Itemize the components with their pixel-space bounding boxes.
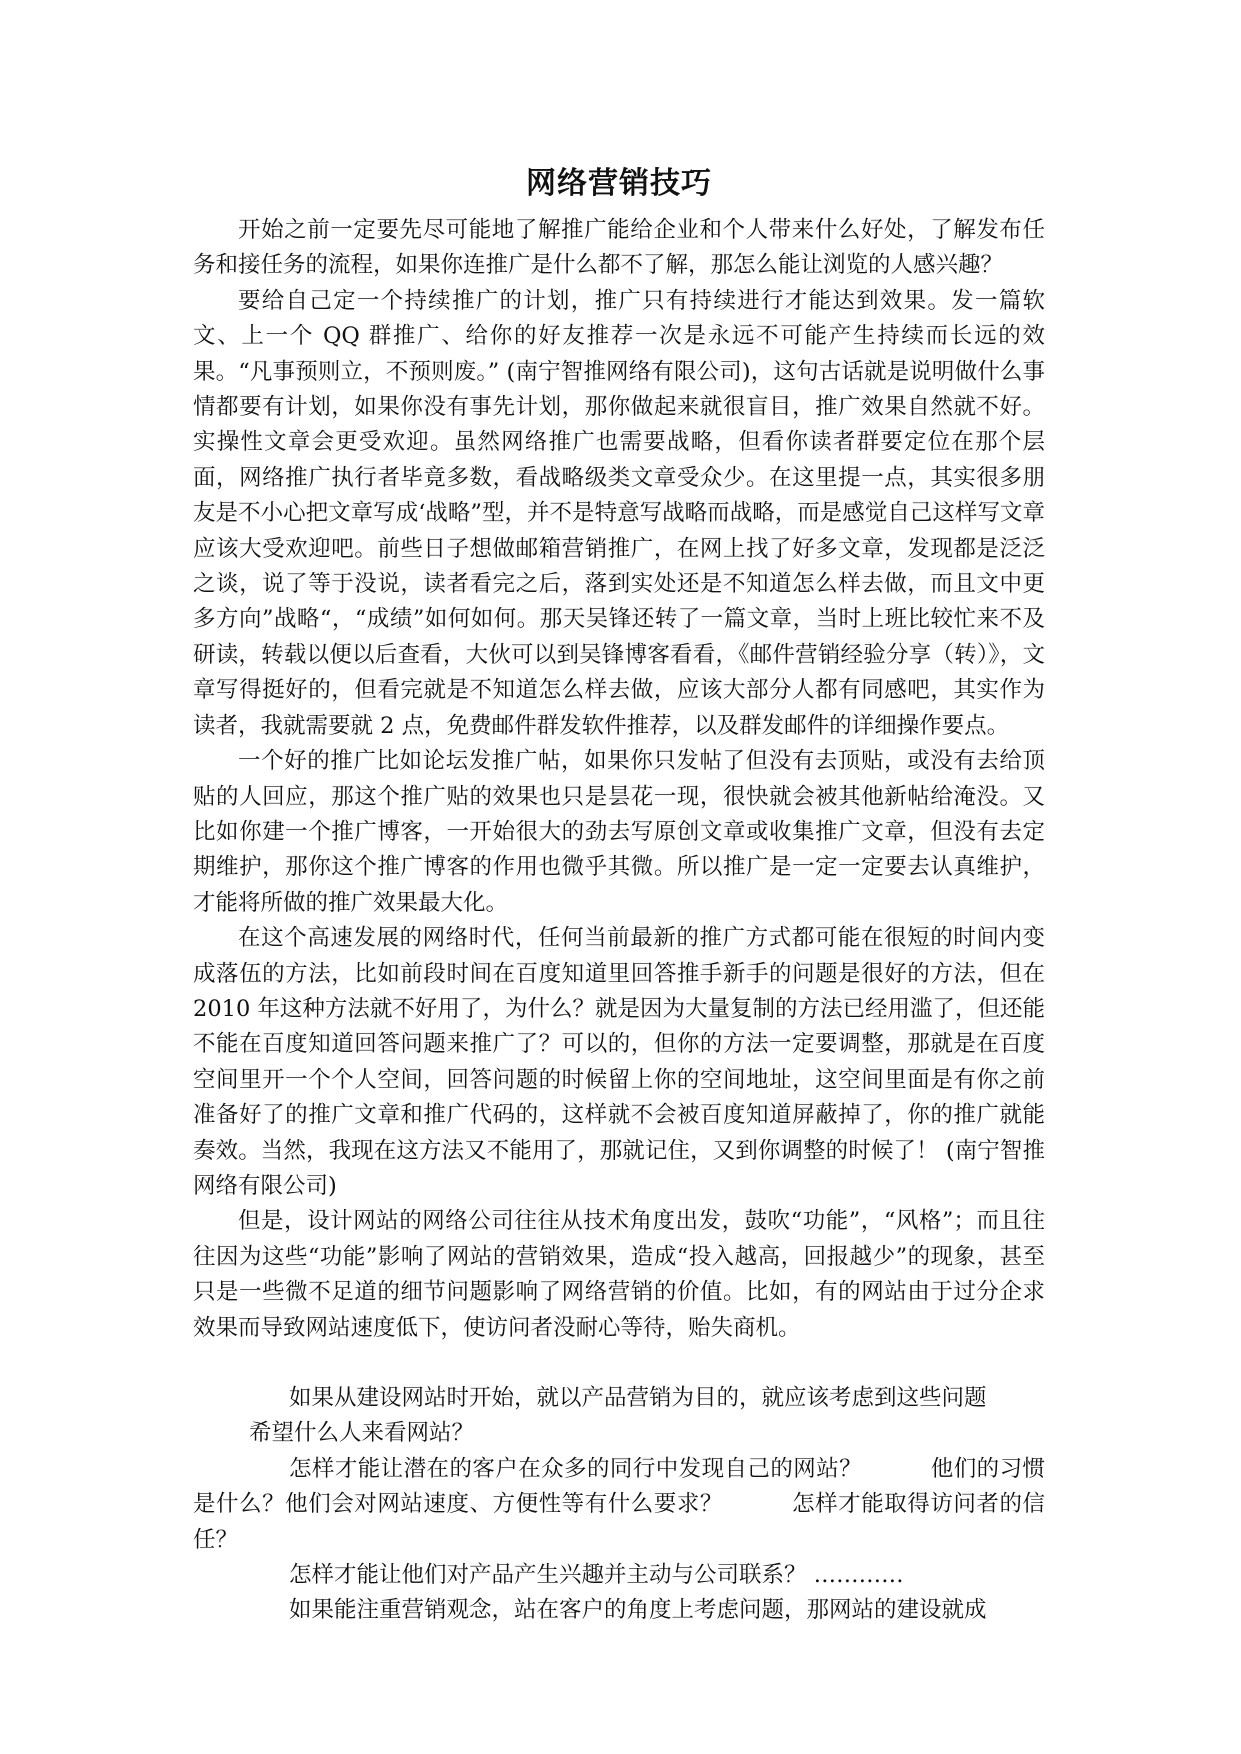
questions-intro: 如果从建设网站时开始，就以产品营销为目的，就应该考虑到这些问题 xyxy=(289,1385,987,1411)
closing-paragraph: 如果能注重营销观念，站在客户的角度上考虑问题，那网站的建设就成 xyxy=(289,1597,987,1624)
blank-line xyxy=(193,1346,1045,1381)
paragraph-maintenance: 一个好的推广比如论坛发推广帖，如果你只发帖了但没有去顶贴，或没有去给顶贴的人回应，那这个推广贴的效果也只是昙花一现，很快就会被其他新帖给淹没。又比如你建一个推广博客，一开始很大的劲去写原创文章或收集推广文章，但没有去定期维护，那你这个推广博客的作用也微乎其微。所以推广是一定一定要去认真维护，才能将所做的推广效果最大化。 xyxy=(193,748,1045,916)
document-page xyxy=(193,0,1045,1754)
question-block: 怎样才能让潜在的客户在众多的同行中发现自己的网站？ 他们的习惯是什么？他们会对网站速度、方便性等有什么要求？ 怎样才能取得访问者的信任？ xyxy=(193,1455,1045,1553)
question-contact: 怎样才能让他们对产品产生兴趣并主动与公司联系？ ………… xyxy=(289,1562,904,1589)
document-title: 网络营销技巧 xyxy=(526,166,712,201)
paragraph-adjustment: 在这个高速发展的网络时代，任何当前最新的推广方式都可能在很短的时间内变成落伍的方法，比如前段时间在百度知道里回答推手新手的问题是很好的方法，但在 2010 年这种方法就不好用了，为什么？就是因为大量复制的方法已经用滥了，但还能不能在百度知道回答问题来推广了？可以的，但你的方法一定要调整，那就是在百度空间里开一个个人空间，回答问题的时候留上你的空间地址，这空间里面是有你之前准备好了的推广文章和推广代码的，这样就不会被百度知道屏蔽掉了，你的推广就能奏效。当然，我现在这方法又不能用了，那就记住，又到你调整的时候了！ (南宁智推网络有限公司) xyxy=(193,925,1045,1199)
paragraph-intro: 开始之前一定要先尽可能地了解推广能给企业和个人带来什么好处，了解发布任务和接任务的流程，如果你连推广是什么都不了解，那怎么能让浏览的人感兴趣？ xyxy=(193,217,1045,279)
paragraph-plan: 要给自己定一个持续推广的计划，推广只有持续进行才能达到效果。发一篇软文、上一个 QQ 群推广、给你的好友推荐一次是永远不可能产生持续而长远的效果。“凡事预则立，不预则废。” (南宁智推网络有限公司)，这句古话就是说明做什么事情都要有计划，如果你没有事先计划，那你做起来就很盲目，推广效果自然就不好。实操性文章会更受欢迎。虽然网络推广也需要战略，但看你读者群要定位在那个层面，网络推广执行者毕竟多数，看战略级类文章受众少。在这里提一点，其实很多朋友是不小心把文章写成‘战略”型，并不是特意写战略而战略，而是感觉自己这样写文章应该大受欢迎吧。前些日子想做邮箱营销推广，在网上找了好多文章，发现都是泛泛之谈，说了等于没说，读者看完之后，落到实处还是不知道怎么样去做，而且文中更多方向”战略“，“成绩”如何如何。那天吴锋还转了一篇文章，当时上班比较忙来不及研读，转载以便以后查看，大伙可以到吴锋博客看看，《邮件营销经验分享（转）》，文章写得挺好的，但看完就是不知道怎么样去做，应该大部分人都有同感吧，其实作为读者，我就需要就 2 点，免费邮件群发软件推荐，以及群发邮件的详细操作要点。 xyxy=(193,287,1045,739)
paragraph-design-issues: 但是，设计网站的网络公司往往从技术角度出发，鼓吹“功能”，“风格”；而且往往因为这些“功能”影响了网站的营销效果，造成“投入越高，回报越少”的现象，甚至只是一些微不足道的细节问题影响了网络营销的价值。比如，有的网站由于过分企求效果而导致网站速度低下，使访问者没耐心等待，贻失商机。 xyxy=(193,1208,1045,1341)
document-body xyxy=(193,213,1045,1629)
question-who: 希望什么人来看网站？ xyxy=(249,1420,475,1447)
